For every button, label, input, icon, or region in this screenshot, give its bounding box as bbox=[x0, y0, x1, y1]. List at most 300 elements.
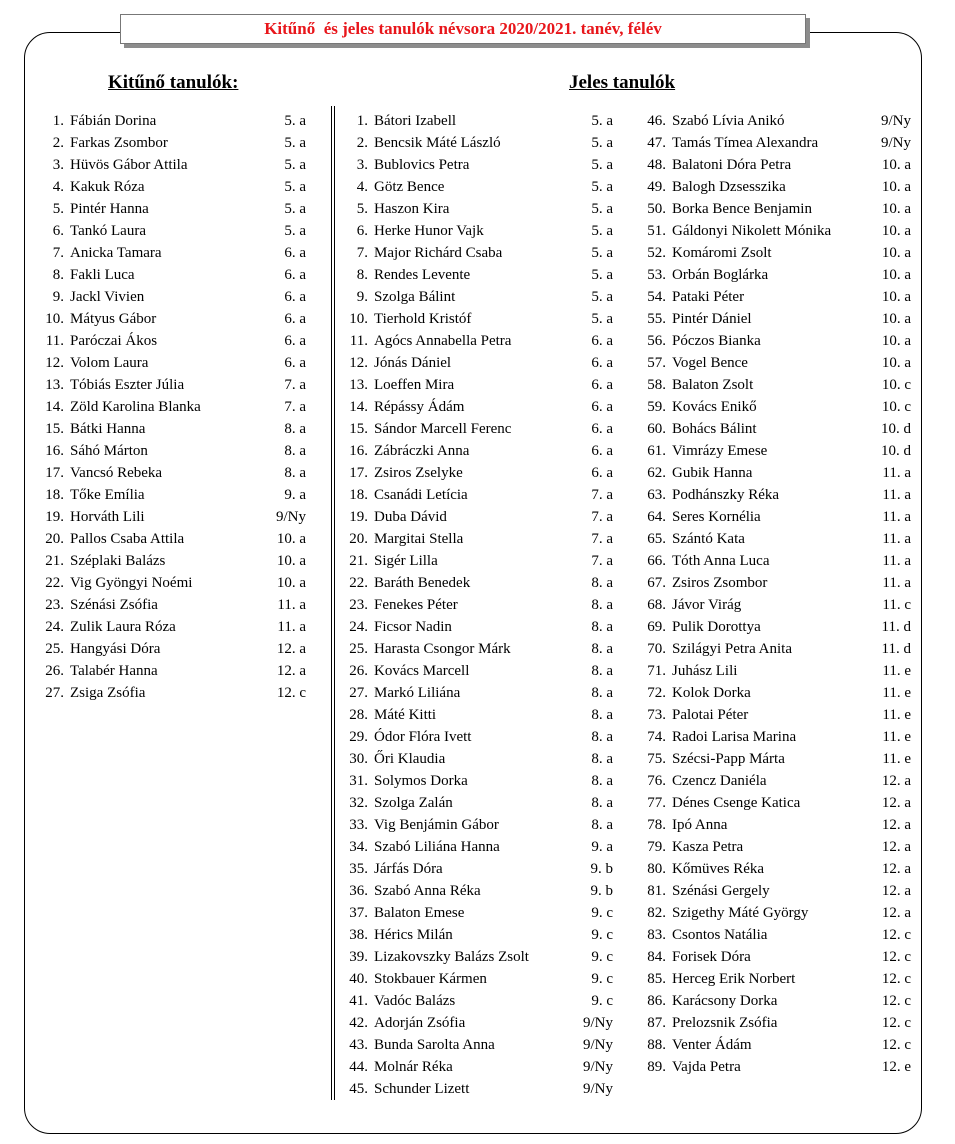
student-class: 12. c bbox=[881, 993, 911, 1009]
student-class: 10. a bbox=[276, 531, 306, 547]
item-number: 15. bbox=[45, 421, 64, 437]
item-number: 68. bbox=[647, 597, 666, 613]
student-name: Széplaki Balázs bbox=[70, 553, 166, 569]
item-number: 25. bbox=[45, 641, 64, 657]
student-name: Komáromi Zsolt bbox=[672, 245, 772, 261]
student-name: Podhánszky Réka bbox=[672, 487, 780, 503]
student-name: Szolga Bálint bbox=[374, 289, 456, 305]
item-number: 83. bbox=[647, 927, 666, 943]
list-item bbox=[342, 528, 613, 550]
item-number: 16. bbox=[349, 443, 368, 459]
list-item bbox=[640, 484, 911, 506]
student-class: 5. a bbox=[591, 113, 613, 129]
item-number: 73. bbox=[647, 707, 666, 723]
student-class: 10. d bbox=[881, 421, 911, 437]
list-item bbox=[342, 352, 613, 374]
item-number: 12. bbox=[349, 355, 368, 371]
list-item bbox=[38, 550, 306, 572]
student-name: Gáldonyi Nikolett Mónika bbox=[672, 223, 832, 239]
item-number: 37. bbox=[349, 905, 368, 921]
item-number: 10. bbox=[349, 311, 368, 327]
item-number: 2. bbox=[52, 135, 64, 151]
item-number: 34. bbox=[349, 839, 368, 855]
student-class: 6. a bbox=[284, 267, 306, 283]
item-number: 13. bbox=[45, 377, 64, 393]
list-item bbox=[38, 682, 306, 704]
list-item bbox=[640, 616, 911, 638]
list-item bbox=[342, 176, 613, 198]
student-name: Szabó Liliána Hanna bbox=[374, 839, 500, 855]
student-class: 10. c bbox=[881, 399, 911, 415]
list-item bbox=[640, 770, 911, 792]
list-item bbox=[38, 330, 306, 352]
student-name: Szabó Anna Réka bbox=[374, 883, 481, 899]
student-class: 9/Ny bbox=[583, 1015, 613, 1031]
list-item bbox=[342, 132, 613, 154]
item-number: 1. bbox=[52, 113, 64, 129]
item-number: 86. bbox=[647, 993, 666, 1009]
list-item bbox=[342, 484, 613, 506]
student-name: Harasta Csongor Márk bbox=[374, 641, 511, 657]
item-number: 20. bbox=[45, 531, 64, 547]
student-class: 10. a bbox=[881, 245, 911, 261]
student-name: Bohács Bálint bbox=[672, 421, 757, 437]
student-class: 11. a bbox=[882, 487, 911, 503]
student-class: 8. a bbox=[284, 443, 306, 459]
student-name: Kovács Marcell bbox=[374, 663, 470, 679]
item-number: 47. bbox=[647, 135, 666, 151]
student-class: 10. d bbox=[881, 443, 911, 459]
student-class: 12. a bbox=[881, 861, 911, 877]
student-name: Bunda Sarolta Anna bbox=[374, 1037, 495, 1053]
student-class: 9. a bbox=[591, 839, 613, 855]
item-number: 65. bbox=[647, 531, 666, 547]
item-number: 8. bbox=[356, 267, 368, 283]
list-item bbox=[342, 308, 613, 330]
list-item bbox=[640, 220, 911, 242]
item-number: 28. bbox=[349, 707, 368, 723]
student-name: Prelozsnik Zsófia bbox=[672, 1015, 778, 1031]
student-name: Markó Liliána bbox=[374, 685, 461, 701]
list-item bbox=[38, 484, 306, 506]
student-name: Vig Benjámin Gábor bbox=[374, 817, 499, 833]
student-name: Fakli Luca bbox=[70, 267, 135, 283]
student-name: Juhász Lili bbox=[672, 663, 738, 679]
student-name: Balogh Dzsesszika bbox=[672, 179, 786, 195]
item-number: 77. bbox=[647, 795, 666, 811]
student-name: Sigér Lilla bbox=[374, 553, 438, 569]
student-class: 9. c bbox=[591, 971, 613, 987]
item-number: 5. bbox=[356, 201, 368, 217]
item-number: 52. bbox=[647, 245, 666, 261]
list-item bbox=[640, 242, 911, 264]
student-name: Sáhó Márton bbox=[70, 443, 148, 459]
student-name: Vajda Petra bbox=[672, 1059, 741, 1075]
student-name: Seres Kornélia bbox=[672, 509, 761, 525]
student-class: 10. a bbox=[881, 201, 911, 217]
list-item bbox=[640, 902, 911, 924]
student-class: 6. a bbox=[284, 333, 306, 349]
item-number: 80. bbox=[647, 861, 666, 877]
list-item bbox=[640, 968, 911, 990]
student-name: Zsiros Zsombor bbox=[672, 575, 768, 591]
item-number: 6. bbox=[52, 223, 64, 239]
student-name: Mátyus Gábor bbox=[70, 311, 157, 327]
list-item bbox=[38, 154, 306, 176]
item-number: 5. bbox=[52, 201, 64, 217]
student-name: Szigethy Máté György bbox=[672, 905, 809, 921]
list-item bbox=[38, 440, 306, 462]
item-number: 81. bbox=[647, 883, 666, 899]
list-item bbox=[342, 330, 613, 352]
item-number: 19. bbox=[45, 509, 64, 525]
item-number: 29. bbox=[349, 729, 368, 745]
item-number: 6. bbox=[356, 223, 368, 239]
item-number: 50. bbox=[647, 201, 666, 217]
student-name: Bátori Izabell bbox=[374, 113, 457, 129]
item-number: 32. bbox=[349, 795, 368, 811]
item-number: 44. bbox=[349, 1059, 368, 1075]
student-class: 12. c bbox=[881, 971, 911, 987]
item-number: 21. bbox=[349, 553, 368, 569]
item-number: 87. bbox=[647, 1015, 666, 1031]
list-item bbox=[342, 726, 613, 748]
column-divider bbox=[331, 106, 335, 1100]
student-class: 11. e bbox=[882, 751, 911, 767]
student-name: Czencz Daniéla bbox=[672, 773, 767, 789]
item-number: 18. bbox=[349, 487, 368, 503]
student-name: Karácsony Dorka bbox=[672, 993, 778, 1009]
item-number: 45. bbox=[349, 1081, 368, 1097]
student-class: 5. a bbox=[284, 157, 306, 173]
student-name: Balaton Emese bbox=[374, 905, 465, 921]
item-number: 9. bbox=[52, 289, 64, 305]
list-item bbox=[38, 660, 306, 682]
item-number: 26. bbox=[349, 663, 368, 679]
jeles-heading: Jeles tanulók bbox=[569, 72, 676, 93]
item-number: 74. bbox=[647, 729, 666, 745]
list-item bbox=[640, 814, 911, 836]
student-name: Tamás Tímea Alexandra bbox=[672, 135, 819, 151]
student-class: 10. a bbox=[881, 289, 911, 305]
student-class: 5. a bbox=[591, 245, 613, 261]
list-item bbox=[342, 990, 613, 1012]
student-class: 8. a bbox=[591, 707, 613, 723]
student-name: Volom Laura bbox=[70, 355, 149, 371]
student-name: Jónás Dániel bbox=[374, 355, 452, 371]
list-item bbox=[640, 990, 911, 1012]
item-number: 23. bbox=[45, 597, 64, 613]
item-number: 56. bbox=[647, 333, 666, 349]
item-number: 48. bbox=[647, 157, 666, 173]
student-name: Agócs Annabella Petra bbox=[374, 333, 512, 349]
student-name: Szénási Gergely bbox=[672, 883, 770, 899]
list-item bbox=[640, 726, 911, 748]
student-name: Margitai Stella bbox=[374, 531, 464, 547]
list-item bbox=[640, 638, 911, 660]
student-class: 5. a bbox=[591, 135, 613, 151]
student-name: Dénes Csenge Katica bbox=[672, 795, 801, 811]
student-class: 11. e bbox=[882, 685, 911, 701]
student-name: Vogel Bence bbox=[672, 355, 748, 371]
list-item bbox=[342, 506, 613, 528]
student-name: Adorján Zsófia bbox=[374, 1015, 466, 1031]
list-item bbox=[342, 1078, 613, 1100]
student-name: Vig Gyöngyi Noémi bbox=[70, 575, 193, 591]
list-item bbox=[342, 1056, 613, 1078]
student-class: 8. a bbox=[591, 817, 613, 833]
student-class: 5. a bbox=[284, 223, 306, 239]
list-item bbox=[342, 770, 613, 792]
student-name: Járfás Dóra bbox=[374, 861, 443, 877]
student-name: Jackl Vivien bbox=[70, 289, 145, 305]
list-item bbox=[38, 506, 306, 528]
student-name: Szécsi-Papp Márta bbox=[672, 751, 785, 767]
item-number: 3. bbox=[356, 157, 368, 173]
item-number: 13. bbox=[349, 377, 368, 393]
student-class: 12. e bbox=[881, 1059, 911, 1075]
item-number: 16. bbox=[45, 443, 64, 459]
student-name: Palotai Péter bbox=[672, 707, 749, 723]
student-name: Herke Hunor Vajk bbox=[374, 223, 484, 239]
list-item bbox=[38, 352, 306, 374]
student-class: 9. b bbox=[590, 883, 613, 899]
list-item bbox=[342, 198, 613, 220]
student-name: Kakuk Róza bbox=[70, 179, 145, 195]
list-item bbox=[38, 418, 306, 440]
item-number: 25. bbox=[349, 641, 368, 657]
student-class: 12. a bbox=[881, 905, 911, 921]
student-class: 6. a bbox=[591, 333, 613, 349]
list-item bbox=[342, 594, 613, 616]
list-item bbox=[38, 374, 306, 396]
list-item bbox=[640, 308, 911, 330]
list-item bbox=[342, 682, 613, 704]
item-number: 2. bbox=[356, 135, 368, 151]
student-name: Pintér Hanna bbox=[70, 201, 149, 217]
item-number: 3. bbox=[52, 157, 64, 173]
student-name: Hérics Milán bbox=[374, 927, 453, 943]
item-number: 20. bbox=[349, 531, 368, 547]
student-class: 8. a bbox=[591, 773, 613, 789]
student-class: 8. a bbox=[591, 575, 613, 591]
list-item bbox=[640, 836, 911, 858]
item-number: 11. bbox=[45, 333, 64, 349]
student-class: 8. a bbox=[591, 685, 613, 701]
student-name: Pallos Csaba Attila bbox=[70, 531, 185, 547]
student-name: Borka Bence Benjamin bbox=[672, 201, 812, 217]
list-item bbox=[640, 176, 911, 198]
student-name: Loeffen Mira bbox=[374, 377, 455, 393]
student-name: Szilágyi Petra Anita bbox=[672, 641, 792, 657]
item-number: 75. bbox=[647, 751, 666, 767]
item-number: 14. bbox=[349, 399, 368, 415]
student-class: 12. a bbox=[881, 795, 911, 811]
student-name: Rendes Levente bbox=[374, 267, 471, 283]
student-class: 10. a bbox=[881, 355, 911, 371]
list-item bbox=[640, 440, 911, 462]
item-number: 42. bbox=[349, 1015, 368, 1031]
item-number: 69. bbox=[647, 619, 666, 635]
item-number: 17. bbox=[349, 465, 368, 481]
student-class: 11. e bbox=[882, 663, 911, 679]
student-class: 9/Ny bbox=[583, 1081, 613, 1097]
item-number: 35. bbox=[349, 861, 368, 877]
list-item bbox=[342, 704, 613, 726]
list-item bbox=[38, 594, 306, 616]
list-item bbox=[640, 286, 911, 308]
student-name: Fenekes Péter bbox=[374, 597, 458, 613]
student-name: Csontos Natália bbox=[672, 927, 768, 943]
item-number: 79. bbox=[647, 839, 666, 855]
list-item bbox=[640, 858, 911, 880]
list-item bbox=[342, 242, 613, 264]
student-name: Duba Dávid bbox=[374, 509, 447, 525]
list-item bbox=[640, 528, 911, 550]
student-name: Hangyási Dóra bbox=[70, 641, 161, 657]
student-class: 11. d bbox=[881, 619, 911, 635]
student-class: 9/Ny bbox=[276, 509, 306, 525]
student-name: Póczos Bianka bbox=[672, 333, 761, 349]
list-item bbox=[342, 572, 613, 594]
list-item bbox=[342, 814, 613, 836]
list-item bbox=[38, 528, 306, 550]
list-item bbox=[342, 880, 613, 902]
student-class: 9. b bbox=[590, 861, 613, 877]
list-item bbox=[38, 242, 306, 264]
item-number: 18. bbox=[45, 487, 64, 503]
list-item bbox=[342, 836, 613, 858]
student-name: Bátki Hanna bbox=[70, 421, 146, 437]
student-class: 10. a bbox=[881, 157, 911, 173]
student-name: Pulik Dorottya bbox=[672, 619, 761, 635]
list-item bbox=[342, 946, 613, 968]
list-item bbox=[640, 418, 911, 440]
list-item bbox=[640, 132, 911, 154]
list-item bbox=[342, 968, 613, 990]
student-class: 8. a bbox=[591, 729, 613, 745]
item-number: 43. bbox=[349, 1037, 368, 1053]
list-item bbox=[640, 550, 911, 572]
list-item bbox=[342, 220, 613, 242]
item-number: 7. bbox=[52, 245, 64, 261]
item-number: 27. bbox=[45, 685, 64, 701]
student-class: 12. a bbox=[881, 883, 911, 899]
list-item bbox=[640, 154, 911, 176]
list-item bbox=[640, 594, 911, 616]
item-number: 53. bbox=[647, 267, 666, 283]
item-number: 12. bbox=[45, 355, 64, 371]
item-number: 71. bbox=[647, 663, 666, 679]
student-class: 6. a bbox=[591, 377, 613, 393]
student-name: Szántó Kata bbox=[672, 531, 745, 547]
list-item bbox=[342, 924, 613, 946]
list-item bbox=[342, 374, 613, 396]
student-name: Jávor Virág bbox=[672, 597, 742, 613]
item-number: 31. bbox=[349, 773, 368, 789]
item-number: 4. bbox=[356, 179, 368, 195]
item-number: 49. bbox=[647, 179, 666, 195]
list-item bbox=[38, 220, 306, 242]
student-class: 8. a bbox=[591, 641, 613, 657]
student-class: 11. e bbox=[882, 707, 911, 723]
list-item bbox=[342, 462, 613, 484]
item-number: 4. bbox=[52, 179, 64, 195]
list-item bbox=[38, 572, 306, 594]
student-name: Haszon Kira bbox=[374, 201, 450, 217]
student-class: 5. a bbox=[591, 179, 613, 195]
student-class: 5. a bbox=[284, 113, 306, 129]
list-item bbox=[342, 748, 613, 770]
list-item bbox=[342, 550, 613, 572]
list-item bbox=[342, 110, 613, 132]
jeles-list-right bbox=[640, 110, 911, 1078]
list-item bbox=[640, 506, 911, 528]
student-class: 8. a bbox=[591, 597, 613, 613]
list-item bbox=[640, 264, 911, 286]
item-number: 41. bbox=[349, 993, 368, 1009]
item-number: 51. bbox=[647, 223, 666, 239]
list-item bbox=[38, 198, 306, 220]
student-class: 10. a bbox=[881, 179, 911, 195]
item-number: 72. bbox=[647, 685, 666, 701]
item-number: 58. bbox=[647, 377, 666, 393]
list-item bbox=[640, 330, 911, 352]
student-class: 12. c bbox=[881, 927, 911, 943]
student-name: Ficsor Nadin bbox=[374, 619, 452, 635]
student-name: Pataki Péter bbox=[672, 289, 745, 305]
list-item bbox=[342, 616, 613, 638]
student-class: 12. c bbox=[881, 1037, 911, 1053]
list-item bbox=[640, 1056, 911, 1078]
item-number: 85. bbox=[647, 971, 666, 987]
list-item bbox=[342, 660, 613, 682]
list-item bbox=[640, 572, 911, 594]
student-class: 11. a bbox=[882, 531, 911, 547]
student-class: 5. a bbox=[591, 157, 613, 173]
student-name: Tóbiás Eszter Júlia bbox=[70, 377, 185, 393]
student-class: 12. c bbox=[881, 949, 911, 965]
student-name: Zsiga Zsófia bbox=[70, 685, 146, 701]
student-class: 11. e bbox=[882, 729, 911, 745]
list-item bbox=[640, 110, 911, 132]
student-class: 11. a bbox=[882, 465, 911, 481]
item-number: 46. bbox=[647, 113, 666, 129]
student-class: 10. c bbox=[881, 377, 911, 393]
item-number: 78. bbox=[647, 817, 666, 833]
student-name: Radoi Larisa Marina bbox=[672, 729, 797, 745]
student-class: 7. a bbox=[591, 553, 613, 569]
list-item bbox=[38, 286, 306, 308]
student-class: 8. a bbox=[591, 751, 613, 767]
list-item bbox=[38, 264, 306, 286]
student-name: Forisek Dóra bbox=[672, 949, 751, 965]
student-name: Hüvös Gábor Attila bbox=[70, 157, 188, 173]
item-number: 8. bbox=[52, 267, 64, 283]
list-item bbox=[342, 1012, 613, 1034]
student-name: Balaton Zsolt bbox=[672, 377, 754, 393]
list-item bbox=[342, 638, 613, 660]
student-name: Gubik Hanna bbox=[672, 465, 753, 481]
list-item bbox=[342, 154, 613, 176]
student-class: 7. a bbox=[591, 487, 613, 503]
student-name: Horváth Lili bbox=[70, 509, 145, 525]
item-number: 21. bbox=[45, 553, 64, 569]
item-number: 70. bbox=[647, 641, 666, 657]
student-name: Szabó Lívia Anikó bbox=[672, 113, 785, 129]
student-class: 10. a bbox=[276, 553, 306, 569]
item-number: 76. bbox=[647, 773, 666, 789]
